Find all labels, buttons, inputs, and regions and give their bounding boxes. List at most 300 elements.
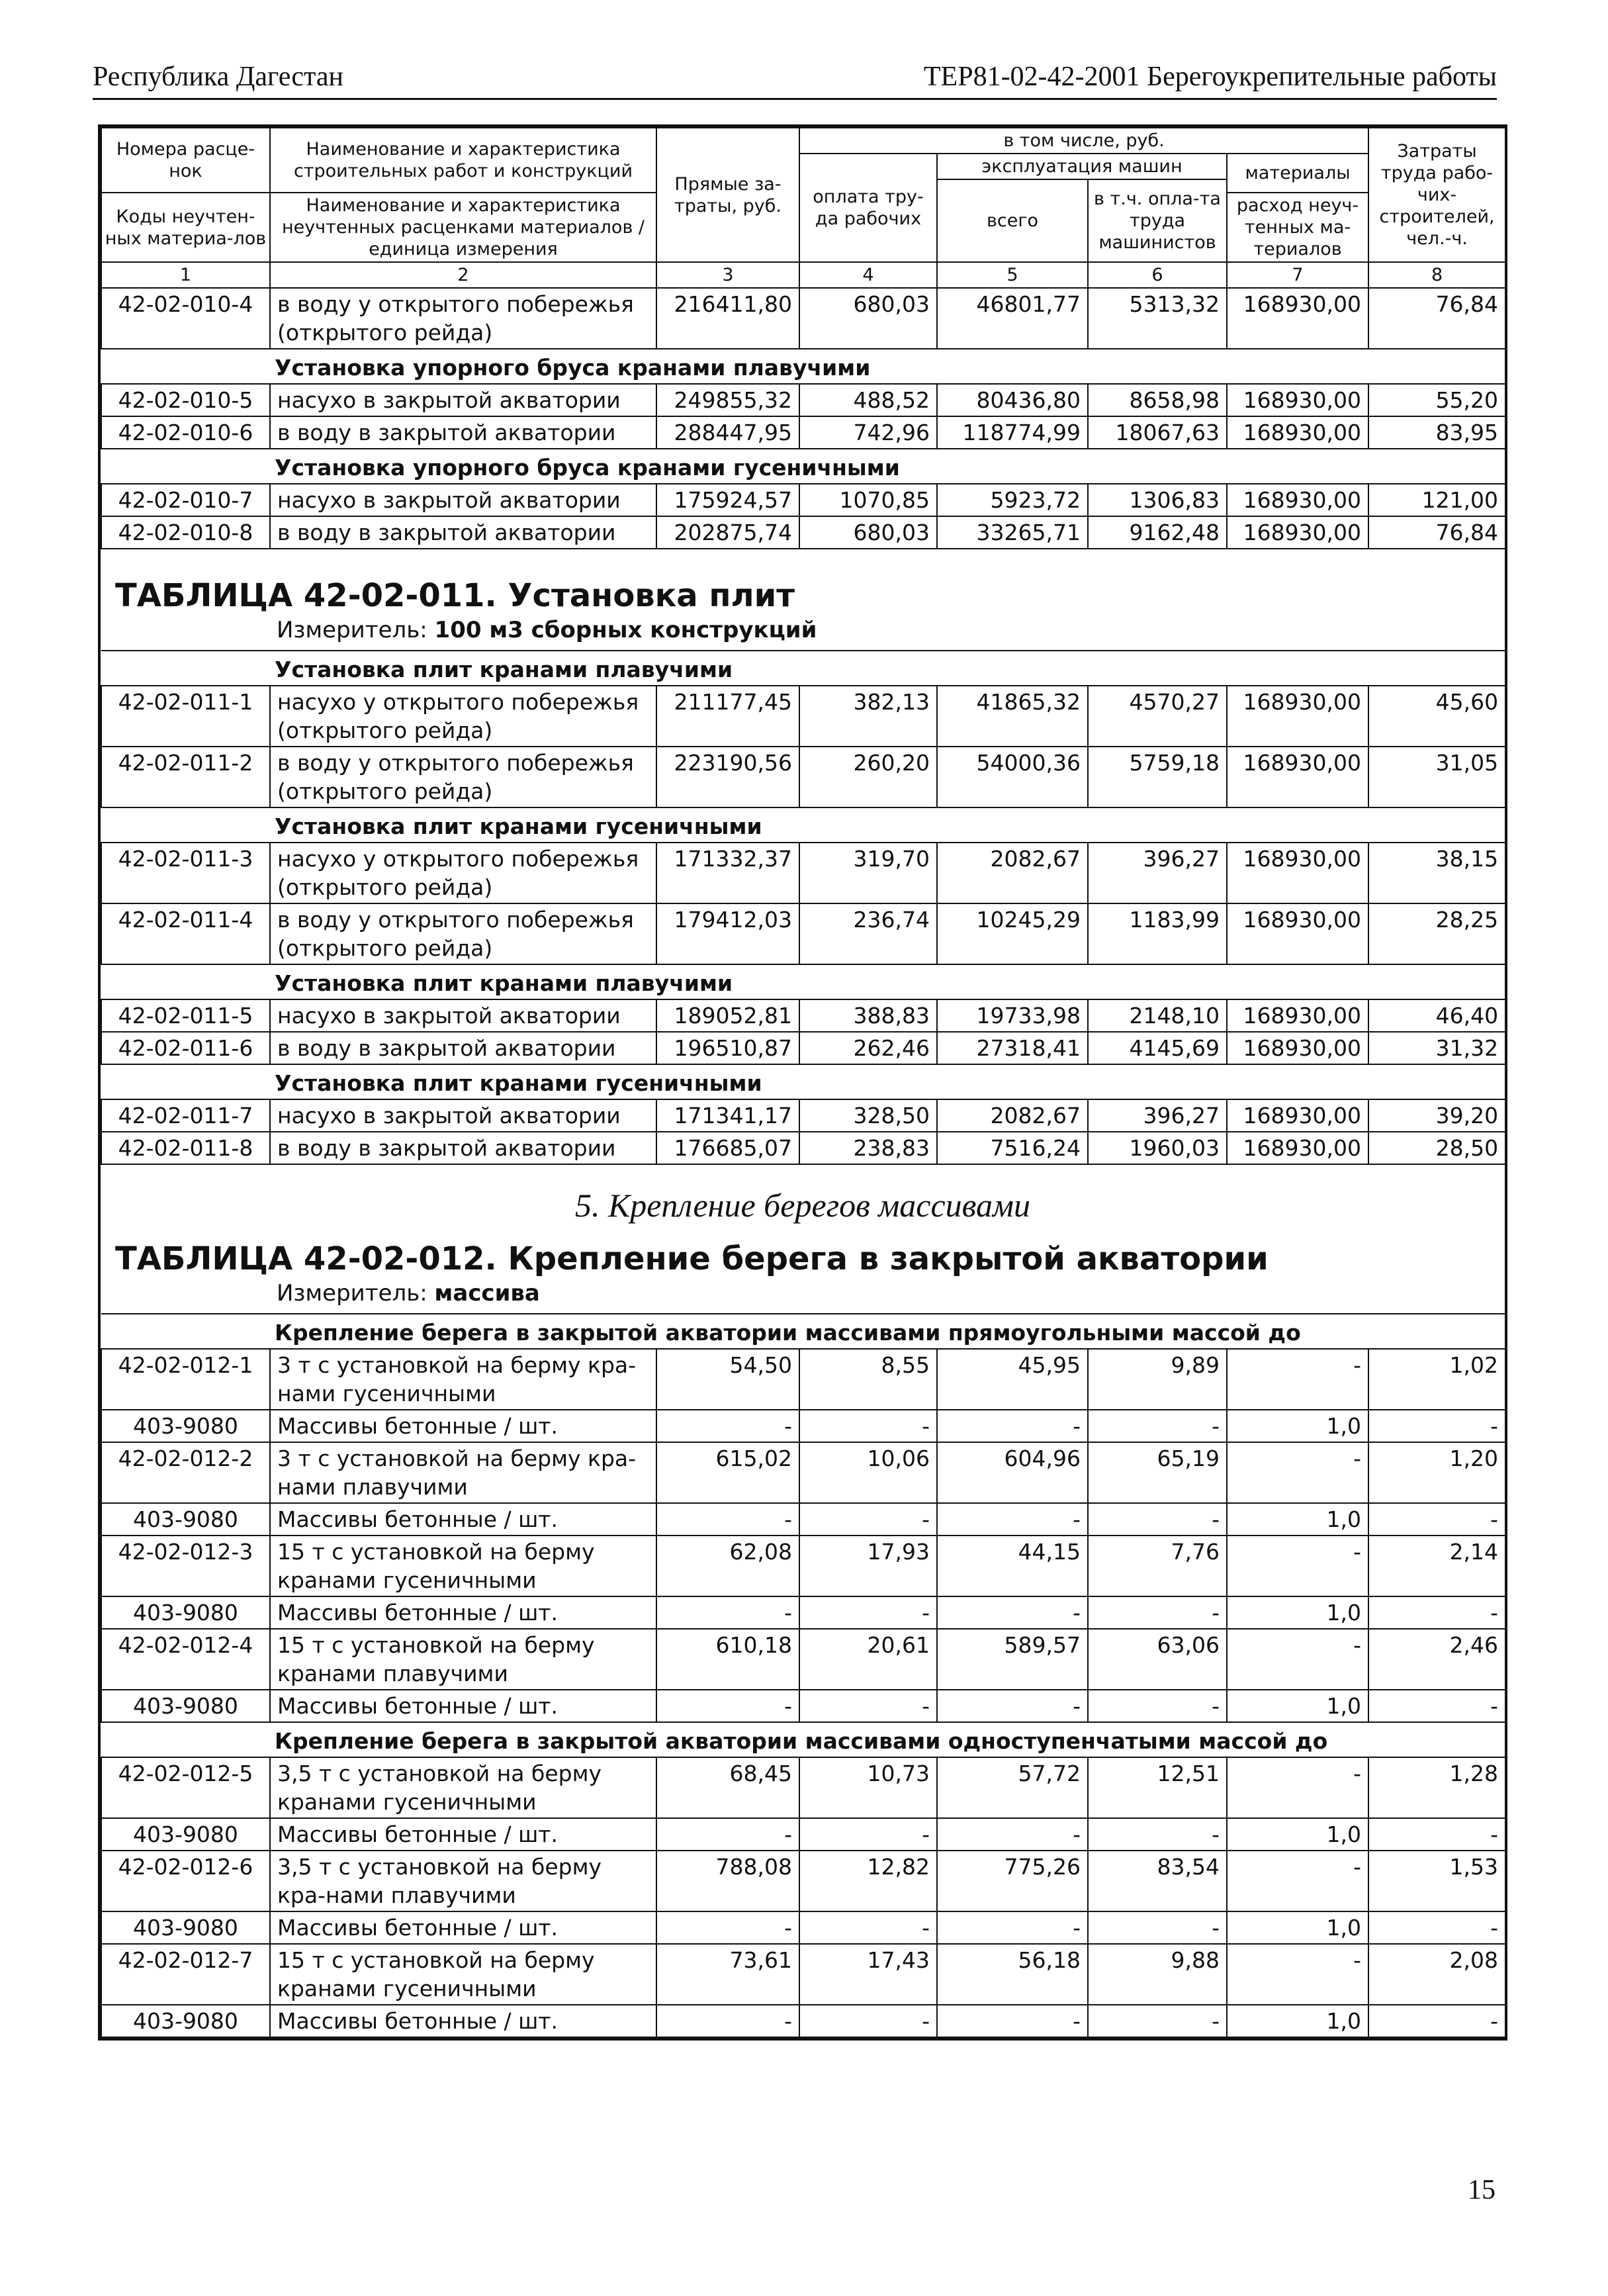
row-value: 28,25	[1368, 903, 1505, 964]
row-value: -	[656, 1911, 799, 1944]
row-value: 80436,80	[937, 384, 1088, 416]
table-42-02-012	[101, 1313, 1506, 2038]
row-value: -	[1368, 1911, 1505, 1944]
row-value: 45,95	[937, 1349, 1088, 1410]
row-value: 38,15	[1368, 843, 1505, 903]
row-value: 488,52	[799, 384, 937, 416]
row-value: 196510,87	[656, 1032, 799, 1064]
row-name: 15 т с установкой на берму кранами плавучими	[270, 1629, 656, 1690]
row-code: 403-9080	[101, 1911, 270, 1944]
row-value: 12,82	[799, 1851, 937, 1911]
table-row	[101, 1349, 1505, 1410]
col-header-operator-pay: в т.ч. опла-та труда машинистов	[1088, 179, 1227, 262]
row-value: 396,27	[1088, 1099, 1227, 1132]
row-code: 42-02-012-7	[101, 1944, 270, 2005]
row-name: в воду в закрытой акватории	[270, 516, 656, 549]
row-value: -	[656, 1690, 799, 1722]
row-code: 403-9080	[101, 2005, 270, 2037]
table-row	[101, 1099, 1505, 1132]
row-name: в воду в закрытой акватории	[270, 416, 656, 449]
row-value: 171332,37	[656, 843, 799, 903]
row-value: 610,18	[656, 1629, 799, 1690]
meter-value: 100 м3 сборных конструкций	[434, 617, 817, 643]
row-value: 28,50	[1368, 1132, 1505, 1164]
row-value: 168930,00	[1227, 843, 1368, 903]
row-value: -	[1368, 1818, 1505, 1851]
section-heading: Установка упорного бруса кранами гусеничными	[101, 449, 1505, 484]
chapter-heading: 5. Крепление берегов массивами	[575, 1187, 1030, 1224]
row-code: 403-9080	[101, 1596, 270, 1629]
row-value: -	[656, 1410, 799, 1442]
row-code: 42-02-012-4	[101, 1629, 270, 1690]
row-value: 1183,99	[1088, 903, 1227, 964]
table-row	[101, 1132, 1505, 1164]
block-42-02-011	[101, 651, 1505, 1164]
column-number: 7	[1227, 262, 1368, 288]
row-value: 1,0	[1227, 1911, 1368, 1944]
row-value: 1,20	[1368, 1442, 1505, 1503]
col-header-material-use: расход неуч-тенных ма-териалов	[1227, 193, 1368, 262]
row-value: 2,14	[1368, 1536, 1505, 1596]
row-value: 238,83	[799, 1132, 937, 1164]
row-value: 5313,32	[1088, 288, 1227, 349]
row-value: 589,57	[937, 1629, 1088, 1690]
row-value: -	[937, 1818, 1088, 1851]
row-value: 168930,00	[1227, 747, 1368, 807]
row-value: 9162,48	[1088, 516, 1227, 549]
row-value: 179412,03	[656, 903, 799, 964]
table-row	[101, 1596, 1505, 1629]
row-name: Массивы бетонные / шт.	[270, 1818, 656, 1851]
row-value: 788,08	[656, 1851, 799, 1911]
row-value: 62,08	[656, 1536, 799, 1596]
row-value: 4570,27	[1088, 686, 1227, 747]
row-value: -	[799, 2005, 937, 2037]
row-value: -	[1368, 1596, 1505, 1629]
row-value: 2,46	[1368, 1629, 1505, 1690]
row-value: 775,26	[937, 1851, 1088, 1911]
table-meter	[101, 617, 1505, 650]
table-row	[101, 1690, 1505, 1722]
row-value: -	[937, 1503, 1088, 1536]
row-code: 42-02-011-3	[101, 843, 270, 903]
table-row	[101, 1944, 1505, 2005]
col-header-name: Наименование и характеристика строительных работ и конструкций	[270, 128, 656, 193]
row-value: -	[799, 1596, 937, 1629]
row-value: 68,45	[656, 1757, 799, 1818]
row-value: -	[1227, 1442, 1368, 1503]
row-value: 168930,00	[1227, 288, 1368, 349]
row-value: 168930,00	[1227, 384, 1368, 416]
row-name: насухо в закрытой акватории	[270, 999, 656, 1032]
row-value: 44,15	[937, 1536, 1088, 1596]
column-number: 1	[101, 262, 270, 288]
row-value: 216411,80	[656, 288, 799, 349]
table-title: ТАБЛИЦА 42-02-011. Установка плит	[115, 577, 795, 614]
row-value: 118774,99	[937, 416, 1088, 449]
row-value: 8,55	[799, 1349, 937, 1410]
col-header-worker-pay: оплата тру-да рабочих	[799, 154, 937, 262]
row-value: -	[1227, 1536, 1368, 1596]
row-code: 42-02-011-1	[101, 686, 270, 747]
row-name: Массивы бетонные / шт.	[270, 1596, 656, 1629]
row-code: 42-02-010-8	[101, 516, 270, 549]
row-value: 57,72	[937, 1757, 1088, 1818]
row-value: -	[1227, 1851, 1368, 1911]
row-value: 9,89	[1088, 1349, 1227, 1410]
row-name: 3 т с установкой на берму кра-нами плавучими	[270, 1442, 656, 1503]
row-value: 45,60	[1368, 686, 1505, 747]
row-name: 3,5 т с установкой на берму кранами гусеничными	[270, 1757, 656, 1818]
row-value: 1,0	[1227, 2005, 1368, 2037]
row-value: 288447,95	[656, 416, 799, 449]
row-value: -	[1088, 1410, 1227, 1442]
row-value: 168930,00	[1227, 686, 1368, 747]
table-row	[101, 843, 1505, 903]
col-header-material-codes: Коды неучтен-ных материа-лов	[101, 193, 270, 262]
row-value: -	[1227, 1629, 1368, 1690]
row-value: 262,46	[799, 1032, 937, 1064]
block-42-02-012	[101, 1314, 1505, 2037]
row-value: 1,02	[1368, 1349, 1505, 1410]
row-code: 42-02-012-6	[101, 1851, 270, 1911]
table-row	[101, 416, 1505, 449]
col-header-machines: эксплуатация машин	[937, 154, 1227, 179]
col-header-materials: материалы	[1227, 154, 1368, 193]
row-value: 7,76	[1088, 1536, 1227, 1596]
row-value: 171341,17	[656, 1099, 799, 1132]
row-value: 382,13	[799, 686, 937, 747]
table-42-02-012-heading	[101, 1231, 1505, 1313]
table-row	[101, 747, 1505, 807]
row-value: 31,32	[1368, 1032, 1505, 1064]
row-value: 10,73	[799, 1757, 937, 1818]
section-heading-row	[101, 807, 1505, 843]
row-value: 46,40	[1368, 999, 1505, 1032]
block-42-02-010	[101, 288, 1505, 549]
row-value: 176685,07	[656, 1132, 799, 1164]
row-value: 175924,57	[656, 484, 799, 516]
table-row	[101, 2005, 1505, 2037]
row-code: 42-02-012-1	[101, 1349, 270, 1410]
row-code: 403-9080	[101, 1503, 270, 1536]
row-value: 211177,45	[656, 686, 799, 747]
table-row	[101, 1536, 1505, 1596]
row-value: 236,74	[799, 903, 937, 964]
row-value: 17,43	[799, 1944, 937, 2005]
row-value: -	[1088, 1503, 1227, 1536]
row-value: 76,84	[1368, 288, 1505, 349]
row-value: 9,88	[1088, 1944, 1227, 2005]
row-value: 680,03	[799, 288, 937, 349]
row-code: 42-02-011-8	[101, 1132, 270, 1164]
col-header-machines-total: всего	[937, 179, 1088, 262]
row-value: 168930,00	[1227, 416, 1368, 449]
page-number: 15	[1468, 2175, 1496, 2205]
row-name: 15 т с установкой на берму кранами гусеничными	[270, 1944, 656, 2005]
section-heading: Крепление берега в закрытой акватории массивами прямоугольными массой до	[101, 1314, 1505, 1349]
row-value: -	[1088, 1690, 1227, 1722]
row-value: -	[937, 1596, 1088, 1629]
table-title: ТАБЛИЦА 42-02-012. Крепление берега в закрытой акватории	[115, 1240, 1269, 1277]
row-name: насухо у открытого побережья (открытого рейда)	[270, 843, 656, 903]
column-number: 5	[937, 262, 1088, 288]
table-row	[101, 1410, 1505, 1442]
row-name: 15 т с установкой на берму кранами гусеничными	[270, 1536, 656, 1596]
header-region: Республика Дагестан	[93, 62, 344, 92]
row-value: -	[1227, 1349, 1368, 1410]
row-code: 403-9080	[101, 1690, 270, 1722]
row-value: -	[799, 1690, 937, 1722]
row-value: 83,54	[1088, 1851, 1227, 1911]
row-code: 42-02-010-4	[101, 288, 270, 349]
row-code: 42-02-010-6	[101, 416, 270, 449]
row-value: 5759,18	[1088, 747, 1227, 807]
row-value: 168930,00	[1227, 484, 1368, 516]
row-value: 168930,00	[1227, 1032, 1368, 1064]
row-value: 1070,85	[799, 484, 937, 516]
table-row	[101, 903, 1505, 964]
row-value: 54000,36	[937, 747, 1088, 807]
row-value: 1,28	[1368, 1757, 1505, 1818]
row-value: 1306,83	[1088, 484, 1227, 516]
row-value: -	[1088, 2005, 1227, 2037]
row-value: 319,70	[799, 843, 937, 903]
row-value: 12,51	[1088, 1757, 1227, 1818]
row-value: 83,95	[1368, 416, 1505, 449]
row-value: 17,93	[799, 1536, 937, 1596]
row-value: 46801,77	[937, 288, 1088, 349]
column-number: 6	[1088, 262, 1227, 288]
row-value: 223190,56	[656, 747, 799, 807]
row-value: 189052,81	[656, 999, 799, 1032]
row-value: 63,06	[1088, 1629, 1227, 1690]
table-row	[101, 1629, 1505, 1690]
row-value: 2082,67	[937, 1099, 1088, 1132]
col-header-codes: Номера расце-нок	[101, 128, 270, 193]
row-value: 396,27	[1088, 843, 1227, 903]
section-heading-row	[101, 449, 1505, 484]
row-value: 54,50	[656, 1349, 799, 1410]
row-value: 168930,00	[1227, 903, 1368, 964]
row-name: в воду у открытого побережья (открытого рейда)	[270, 288, 656, 349]
row-value: 168930,00	[1227, 516, 1368, 549]
row-name: 3,5 т с установкой на берму кра-нами плавучими	[270, 1851, 656, 1911]
table-row	[101, 1442, 1505, 1503]
table-row	[101, 1818, 1505, 1851]
col-header-direct-costs: Прямые за-траты, руб.	[656, 128, 799, 262]
row-value: -	[1368, 1503, 1505, 1536]
row-code: 42-02-010-5	[101, 384, 270, 416]
row-value: 1,53	[1368, 1851, 1505, 1911]
col-header-including: в том числе, руб.	[799, 128, 1368, 154]
table-row	[101, 1851, 1505, 1911]
row-name: насухо в закрытой акватории	[270, 384, 656, 416]
table-row	[101, 999, 1505, 1032]
section-heading-row	[101, 1722, 1505, 1757]
row-value: -	[799, 1503, 937, 1536]
row-name: Массивы бетонные / шт.	[270, 1690, 656, 1722]
row-name: 3 т с установкой на берму кра-нами гусеничными	[270, 1349, 656, 1410]
meter-label: Измеритель:	[277, 1280, 427, 1307]
row-value: 31,05	[1368, 747, 1505, 807]
row-value: 388,83	[799, 999, 937, 1032]
row-value: -	[1088, 1911, 1227, 1944]
table-row	[101, 1503, 1505, 1536]
table-row	[101, 288, 1505, 349]
header-document-title: ТЕР81-02-42-2001 Берегоукрепительные работы	[923, 62, 1497, 92]
row-value: 1,0	[1227, 1690, 1368, 1722]
row-value: 73,61	[656, 1944, 799, 2005]
section-heading: Установка плит кранами плавучими	[101, 651, 1505, 686]
row-value: -	[1088, 1596, 1227, 1629]
column-number: 8	[1368, 262, 1505, 288]
row-value: -	[799, 1410, 937, 1442]
table-row	[101, 1032, 1505, 1064]
row-value: 39,20	[1368, 1099, 1505, 1132]
section-heading: Установка плит кранами гусеничными	[101, 807, 1505, 843]
row-value: 615,02	[656, 1442, 799, 1503]
row-value: 168930,00	[1227, 1099, 1368, 1132]
table-row	[101, 1757, 1505, 1818]
row-value: -	[937, 1410, 1088, 1442]
row-value: 20,61	[799, 1629, 937, 1690]
row-value: -	[1368, 2005, 1505, 2037]
row-value: -	[937, 1690, 1088, 1722]
column-numbers-row	[101, 262, 1505, 288]
row-value: -	[1368, 1410, 1505, 1442]
row-name: насухо у открытого побережья (открытого рейда)	[270, 686, 656, 747]
row-name: Массивы бетонные / шт.	[270, 1410, 656, 1442]
meter-value: массива	[434, 1280, 540, 1307]
row-value: 168930,00	[1227, 1132, 1368, 1164]
row-value: 168930,00	[1227, 999, 1368, 1032]
row-code: 42-02-012-5	[101, 1757, 270, 1818]
row-name: в воду у открытого побережья (открытого рейда)	[270, 747, 656, 807]
row-code: 42-02-012-2	[101, 1442, 270, 1503]
row-value: -	[799, 1818, 937, 1851]
row-value: 121,00	[1368, 484, 1505, 516]
row-value: 65,19	[1088, 1442, 1227, 1503]
row-value: -	[799, 1911, 937, 1944]
row-code: 42-02-011-5	[101, 999, 270, 1032]
meter-label: Измеритель:	[277, 617, 427, 643]
row-value: -	[937, 2005, 1088, 2037]
row-code: 403-9080	[101, 1818, 270, 1851]
row-value: 10245,29	[937, 903, 1088, 964]
table-42-02-011-heading	[101, 549, 1505, 650]
row-value: -	[656, 1596, 799, 1629]
row-value: 202875,74	[656, 516, 799, 549]
row-value: -	[937, 1911, 1088, 1944]
document-body	[98, 124, 1507, 2041]
column-number: 3	[656, 262, 799, 288]
row-value: -	[656, 1503, 799, 1536]
row-name: в воду в закрытой акватории	[270, 1032, 656, 1064]
table-row	[101, 384, 1505, 416]
table-meter	[101, 1280, 1505, 1313]
row-value: -	[656, 2005, 799, 2037]
col-header-labor: Затраты труда рабо-чих-строителей, чел.-ч.	[1368, 128, 1505, 262]
row-value: 8658,98	[1088, 384, 1227, 416]
row-value: 2082,67	[937, 843, 1088, 903]
row-value: 7516,24	[937, 1132, 1088, 1164]
row-value: 41865,32	[937, 686, 1088, 747]
row-value: 27318,41	[937, 1032, 1088, 1064]
row-code: 42-02-012-3	[101, 1536, 270, 1596]
section-heading: Крепление берега в закрытой акватории массивами одноступенчатыми массой до	[101, 1722, 1505, 1757]
row-value: 4145,69	[1088, 1032, 1227, 1064]
row-value: 1960,03	[1088, 1132, 1227, 1164]
section-heading-row	[101, 651, 1505, 686]
row-value: 5923,72	[937, 484, 1088, 516]
row-code: 42-02-011-7	[101, 1099, 270, 1132]
row-value: -	[656, 1818, 799, 1851]
row-value: 76,84	[1368, 516, 1505, 549]
section-heading: Установка плит кранами гусеничными	[101, 1064, 1505, 1099]
section-heading-row	[101, 349, 1505, 384]
row-value: -	[1088, 1818, 1227, 1851]
table-row	[101, 686, 1505, 747]
section-heading-row	[101, 1314, 1505, 1349]
section-heading: Установка упорного бруса кранами плавучими	[101, 349, 1505, 384]
row-code: 42-02-011-4	[101, 903, 270, 964]
row-value: -	[1227, 1944, 1368, 2005]
row-value: 1,0	[1227, 1818, 1368, 1851]
row-value: 10,06	[799, 1442, 937, 1503]
section-heading: Установка плит кранами плавучими	[101, 964, 1505, 999]
section-heading-row	[101, 964, 1505, 999]
row-value: 2,08	[1368, 1944, 1505, 2005]
row-value: 1,0	[1227, 1596, 1368, 1629]
row-name: в воду у открытого побережья (открытого рейда)	[270, 903, 656, 964]
row-value: 260,20	[799, 747, 937, 807]
table-42-02-011	[101, 650, 1506, 1165]
column-number: 2	[270, 262, 656, 288]
row-value: 604,96	[937, 1442, 1088, 1503]
row-value: 249855,32	[656, 384, 799, 416]
row-name: насухо в закрытой акватории	[270, 1099, 656, 1132]
row-value: 19733,98	[937, 999, 1088, 1032]
row-code: 403-9080	[101, 1410, 270, 1442]
row-name: Массивы бетонные / шт.	[270, 2005, 656, 2037]
table-42-02-010	[101, 127, 1506, 549]
table-row	[101, 1911, 1505, 1944]
table-header	[101, 128, 1505, 288]
row-value: -	[1368, 1690, 1505, 1722]
section-heading-row	[101, 1064, 1505, 1099]
row-value: 33265,71	[937, 516, 1088, 549]
row-name: в воду в закрытой акватории	[270, 1132, 656, 1164]
table-row	[101, 516, 1505, 549]
row-value: 742,96	[799, 416, 937, 449]
row-value: 328,50	[799, 1099, 937, 1132]
row-value: -	[1227, 1757, 1368, 1818]
row-value: 2148,10	[1088, 999, 1227, 1032]
row-value: 56,18	[937, 1944, 1088, 2005]
row-value: 55,20	[1368, 384, 1505, 416]
row-code: 42-02-010-7	[101, 484, 270, 516]
row-code: 42-02-011-2	[101, 747, 270, 807]
table-row	[101, 484, 1505, 516]
row-name: насухо в закрытой акватории	[270, 484, 656, 516]
page-header	[93, 60, 1497, 100]
row-value: 1,0	[1227, 1503, 1368, 1536]
column-number: 4	[799, 262, 937, 288]
row-value: 18067,63	[1088, 416, 1227, 449]
row-value: 1,0	[1227, 1410, 1368, 1442]
row-value: 680,03	[799, 516, 937, 549]
